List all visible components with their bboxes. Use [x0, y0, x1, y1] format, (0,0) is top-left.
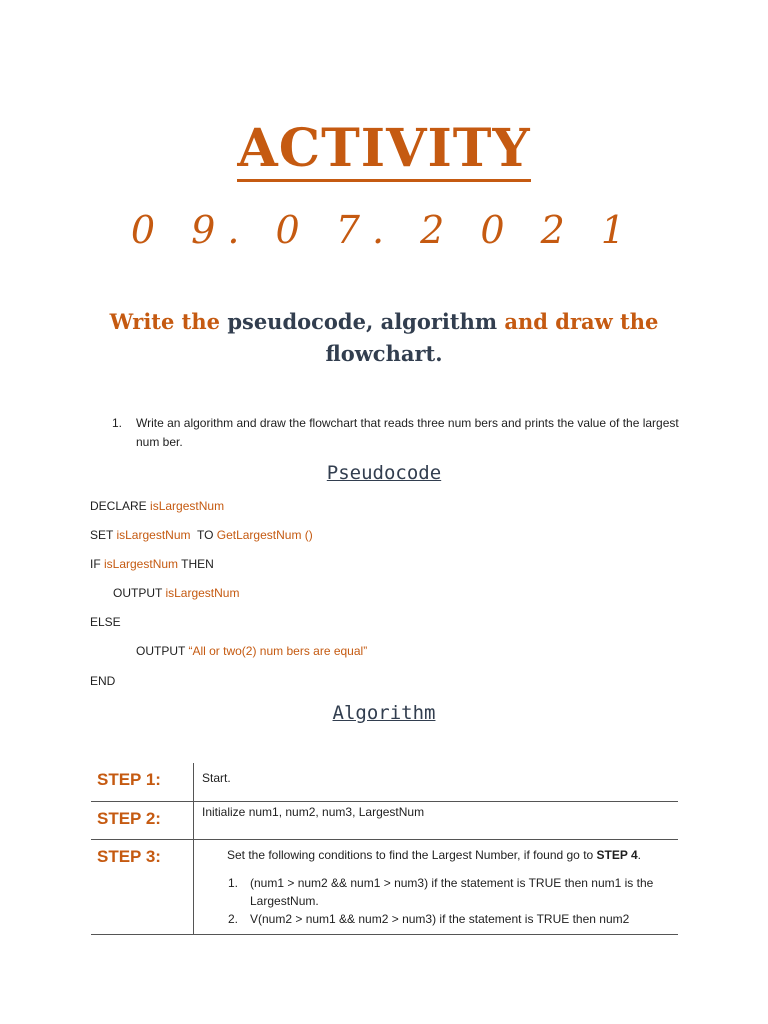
output1-keyword: OUTPUT: [113, 586, 166, 600]
list-item: [228, 910, 678, 928]
list-item-text: V(num2 > num1 && num2 > num3) if the statement is TRUE then num2: [250, 912, 630, 926]
step-label: STEP 1:: [91, 763, 194, 802]
instruction-part-3: and draw the: [497, 309, 659, 334]
output2-string: “All or two(2) num bers are equal”: [188, 644, 368, 658]
pseudo-if-line: [90, 557, 214, 571]
list-item-number: 2.: [228, 912, 239, 926]
table-row: [91, 763, 678, 802]
set-keyword: SET: [90, 528, 117, 542]
set-variable: isLargestNum: [116, 528, 191, 542]
output2-keyword: OUTPUT: [136, 644, 189, 658]
step3-lead-bold: STEP 4: [596, 848, 638, 862]
set-to-keyword: TO: [190, 528, 217, 542]
question-item: [112, 414, 682, 452]
pseudocode-heading: Pseudocode: [326, 462, 442, 484]
table-row: [91, 802, 678, 840]
output1-variable: isLargestNum: [165, 586, 240, 600]
if-variable: isLargestNum: [104, 557, 179, 571]
step3-lead-end: .: [637, 848, 642, 862]
algorithm-heading: Algorithm: [332, 702, 436, 724]
pseudo-end-line: [90, 674, 115, 688]
step-description: [194, 840, 679, 935]
pseudo-set-line: [90, 528, 313, 542]
list-item: [228, 874, 678, 910]
end-keyword: END: [90, 674, 116, 688]
step3-condition-list: [202, 874, 678, 928]
step-description: Initialize num1, num2, num3, LargestNum: [194, 802, 679, 840]
step-label: STEP 3:: [91, 840, 194, 935]
activity-date: 0 9. 0 7. 2 0 2 1: [130, 208, 638, 252]
instruction-part-4: flowchart.: [325, 341, 443, 366]
then-keyword: THEN: [178, 557, 214, 571]
step3-lead-text: Set the following conditions to find the Largest Number, if found go to: [226, 848, 597, 862]
instruction-part-2: pseudocode, algorithm: [227, 309, 498, 334]
else-keyword: ELSE: [90, 615, 121, 629]
instruction-part-1: Write the: [109, 309, 228, 334]
question-number: 1.: [112, 416, 123, 430]
step-label: STEP 2:: [91, 802, 194, 840]
set-function: GetLargestNum (): [216, 528, 313, 542]
algorithm-table: [91, 763, 678, 935]
declare-keyword: DECLARE: [90, 499, 151, 513]
question-text: Write an algorithm and draw the flowchart that reads three num bers and prints the value of the largest num ber.: [136, 416, 679, 449]
table-row: [91, 840, 678, 935]
activity-title: [0, 118, 768, 179]
pseudo-output2-line: [136, 644, 367, 658]
declare-variable: isLargestNum: [150, 499, 225, 513]
step3-lead: [202, 848, 666, 862]
if-keyword: IF: [90, 557, 104, 571]
step-description: Start.: [194, 763, 679, 802]
activity-title-text: ACTIVITY: [237, 118, 530, 182]
list-item-text: (num1 > num2 && num1 > num3) if the statement is TRUE then num1 is the LargestNum.: [250, 876, 654, 908]
pseudo-declare-line: [90, 499, 224, 513]
instruction-heading: [84, 306, 684, 370]
pseudo-output1-line: [113, 586, 239, 600]
pseudo-else-line: [90, 615, 121, 629]
list-item-number: 1.: [228, 876, 239, 890]
